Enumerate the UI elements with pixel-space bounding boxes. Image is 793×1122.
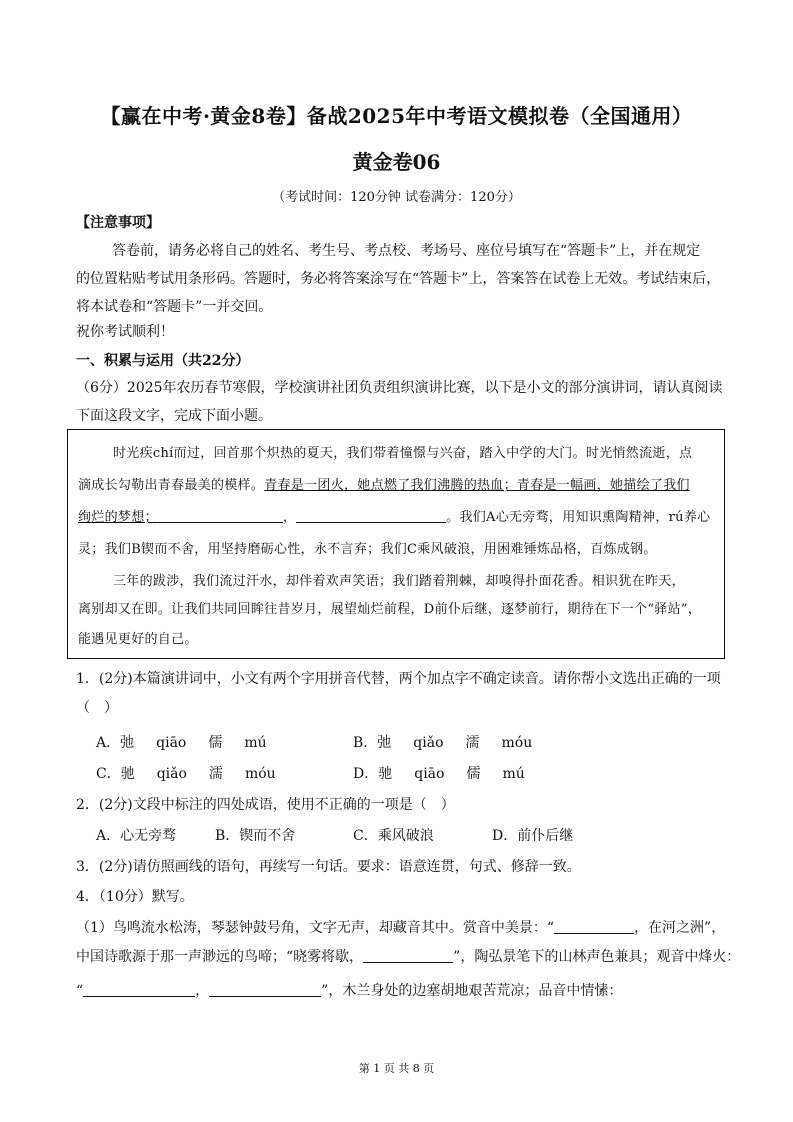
exam-info: （考试时间：120分钟 试卷满分：120分）	[272, 190, 521, 205]
q4-blank-2[interactable]	[363, 948, 453, 963]
q4-line-2: 中国诗歌源于那一声渺远的鸟啼；“晓雾将歇， ”，陶弘景笔下的山林声色兼具；观音中烽火：	[76, 949, 741, 965]
section1-heading: 一、积累与运用（共22分）	[76, 353, 250, 369]
underlined-sentence: 青春是一团火，她点燃了我们沸腾的热血；青春是一幅画，她描绘了我们	[264, 478, 690, 493]
q4-blank-3[interactable]	[83, 982, 195, 997]
q2-option-b[interactable]: B．锲而不舍	[215, 828, 296, 844]
section1-intro-1: （6分）2025年农历春节寒假，学校演讲社团负责组织演讲比赛，以下是小文的部分演讲词，请认真阅读	[76, 380, 723, 396]
notice-heading: 【注意事项】	[76, 215, 160, 231]
period: 。	[446, 510, 460, 525]
q2-stem: 2．(2分)文段中标注的四处成语，使用不正确的一项是（ ）	[76, 797, 455, 813]
q4-line-3: “ ， ”，木兰身处的边塞胡地艰苦荒凉；品音中情愫：	[76, 983, 623, 999]
q1-option-c[interactable]: C．驰 qiǎo 濡 móu	[96, 766, 276, 782]
passage-p2-line3: 能遇见更好的自己。	[78, 632, 198, 647]
q1-option-d[interactable]: D．驰 qiāo 儒 mú	[353, 766, 525, 782]
notice-line-2: 的位置粘贴考试用条形码。答题时，务必将答案涂写在“答题卡”上，答案答在试卷上无效。考试结束后，	[76, 271, 721, 287]
passage-text: 我们A心无旁骛，用知识熏陶精神，rú养心	[459, 510, 711, 525]
q2-option-c[interactable]: C．乘风破浪	[353, 828, 434, 844]
notice-wish: 祝你考试顺利！	[76, 324, 174, 340]
comma: ，	[282, 510, 297, 525]
q1-option-a[interactable]: A．弛 qiāo 儒 mú	[96, 735, 267, 751]
q4-blank-1[interactable]	[554, 919, 634, 934]
passage-p2-line2: 离别却又在即。让我们共同回眸往昔岁月，展望灿烂前程，D前仆后继，逐梦前行，期待在下一个“驿站”，	[78, 602, 702, 617]
q4-stem: 4．（10分）默写。	[76, 889, 194, 905]
page-footer: 第 1 页 共 8 页	[358, 1062, 435, 1075]
passage-text: 滴成长勾勒出青春最美的模样。	[78, 478, 265, 493]
notice-line-1: 答卷前，请务必将自己的姓名、考生号、考点校、考场号、座位号填写在“答题卡”上，并在规定	[112, 243, 701, 259]
q2-option-a[interactable]: A．心无旁骛	[96, 828, 177, 844]
q1-stem-1: 1．(2分)本篇演讲词中，小文有两个字用拼音代替，两个加点字不确定读音。请你帮小文选出正确的一项	[76, 671, 721, 687]
notice-line-3: 将本试卷和“答题卡”一并交回。	[76, 299, 273, 315]
q2-option-d[interactable]: D．前仆后继	[492, 828, 574, 844]
page-title: 【赢在中考·黄金8卷】备战2025年中考语文模拟卷（全国通用）	[100, 104, 693, 128]
passage-box	[67, 429, 725, 659]
blank-2[interactable]	[296, 508, 446, 523]
section1-intro-2: 下面这段文字，完成下面小题。	[76, 408, 272, 424]
underlined-sentence-end: 绚烂的梦想；	[78, 510, 158, 525]
passage-p2-line1: 三年的跋涉，我们流过汗水，却伴着欢声笑语；我们踏着荆棘，却嗅得扑面花香。相识犹在昨天，	[113, 574, 685, 589]
q3-stem: 3．(2分)请仿照画线的语句，再续写一句话。要求：语意连贯，句式、修辞一致。	[76, 859, 581, 875]
q1-option-b[interactable]: B．弛 qiǎo 濡 móu	[353, 735, 533, 751]
passage-p1-line1: 时光疾chí而过，回首那个炽热的夏天，我们带着憧憬与兴奋，踏入中学的大门。时光悄然流逝，点	[113, 446, 693, 461]
q4-blank-4[interactable]	[209, 982, 321, 997]
q4-line-1: （1）鸟鸣流水松涛，琴瑟钟鼓号角，文字无声，却藏音其中。赏音中美景：“ ，在河之洲”，	[76, 920, 726, 936]
q1-stem-2: （ ）	[76, 700, 118, 716]
passage-p1-line3	[78, 506, 710, 525]
passage-p1-line2	[78, 474, 690, 493]
blank-1[interactable]	[158, 508, 283, 523]
paper-subtitle: 黄金卷06	[352, 150, 441, 174]
passage-p1-line4: 灵；我们B锲而不舍，用坚持磨砺心性，永不言弃；我们C乘风破浪，用困难锤炼品格，百炼成钢。	[78, 542, 657, 557]
